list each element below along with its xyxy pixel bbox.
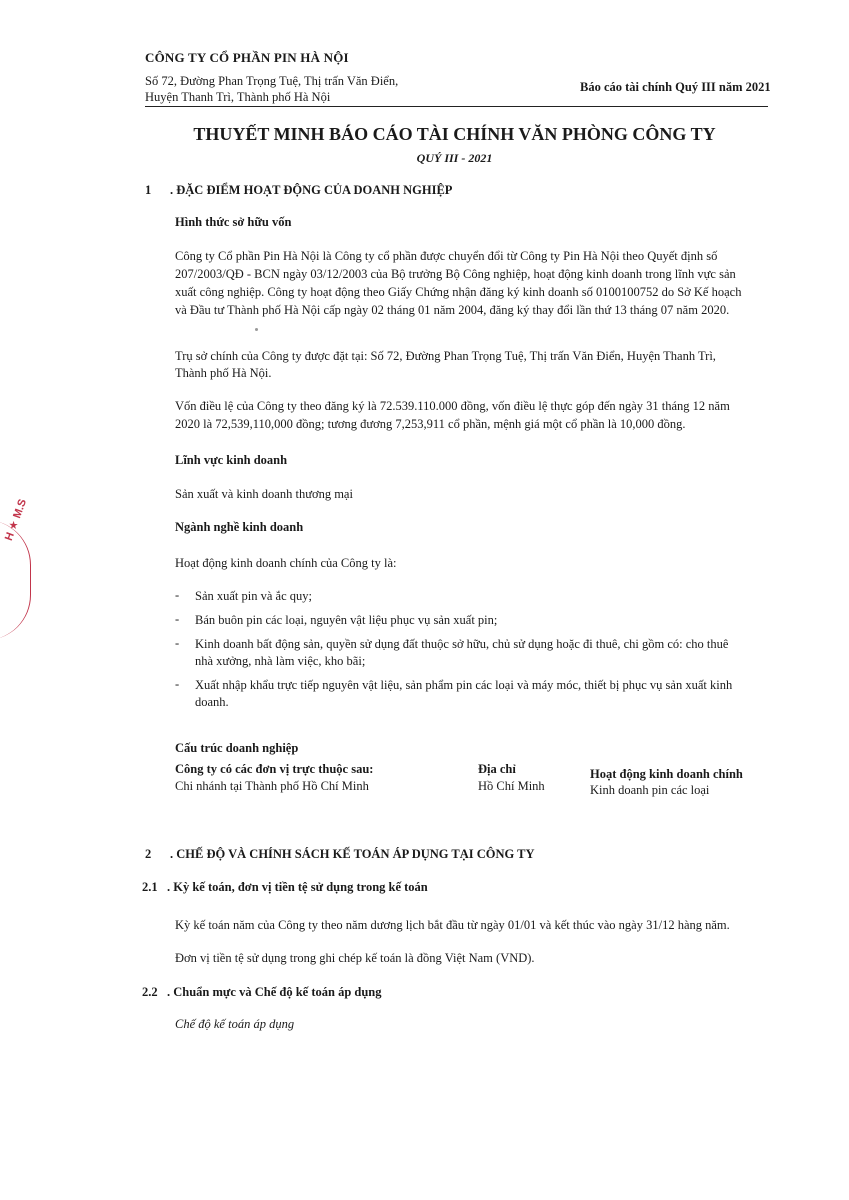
- capital-line-2: 2020 là 72,539,110,000 đồng; tương đương 7,253,911 cổ phần, mệnh giá một cổ phần là 10,000 đồng.: [175, 417, 686, 431]
- document-subtitle: QUÝ III - 2021: [416, 151, 493, 165]
- subsection-2-2-title: . Chuẩn mực và Chế độ kế toán áp dụng: [167, 985, 382, 999]
- ownership-line-4: và Đầu tư Thành phố Hà Nội cấp ngày 02 tháng 01 năm 2004, đăng ký thay đổi lần thứ 13 tháng 07 năm 2020.: [175, 303, 730, 317]
- hq-line-1: Trụ sở chính của Công ty được đặt tại: Số 72, Đường Phan Trọng Tuệ, Thị trấn Văn Điển, Huyện Thanh Trì,: [175, 349, 716, 363]
- scan-speck: [255, 328, 258, 331]
- ownership-line-2: 207/2003/QĐ - BCN ngày 03/12/2003 của Bộ trưởng Bộ Công nghiệp, hoạt động kinh doanh trong lĩnh vực sản: [175, 267, 736, 281]
- subsection-2-1-title: . Kỳ kế toán, đơn vị tiền tệ sử dụng trong kế toán: [167, 880, 428, 894]
- structure-col-units-header: Công ty có các đơn vị trực thuộc sau:: [175, 762, 374, 776]
- section1-number: 1: [145, 183, 152, 197]
- ownership-heading: Hình thức sở hữu vốn: [175, 215, 292, 229]
- bullet-dash: -: [175, 636, 180, 650]
- report-period: Báo cáo tài chính Quý III năm 2021: [580, 80, 771, 94]
- section2-title: . CHẾ ĐỘ VÀ CHÍNH SÁCH KẾ TOÁN ÁP DỤNG TẠI CÔNG TY: [170, 847, 535, 861]
- bullet-dash: -: [175, 612, 180, 626]
- section1-title: . ĐẶC ĐIỂM HOẠT ĐỘNG CỦA DOANH NGHIỆP: [170, 183, 453, 197]
- bullet-dash: -: [175, 588, 180, 602]
- accounting-regime-italic: Chế độ kế toán áp dụng: [175, 1017, 295, 1031]
- subsection-2-2-number: 2.2: [142, 985, 158, 999]
- structure-row-activity: Kinh doanh pin các loại: [590, 783, 710, 797]
- capital-line-1: Vốn điều lệ của Công ty theo đăng ký là 72.539.110.000 đồng, vốn điều lệ thực góp đến ngày 31 tháng 12 năm: [175, 399, 730, 413]
- bullet-item-2: Bán buôn pin các loại, nguyên vật liệu phục vụ sản xuất pin;: [195, 613, 498, 627]
- structure-col-activity-header: Hoạt động kinh doanh chính: [590, 767, 743, 781]
- ownership-line-1: Công ty Cổ phần Pin Hà Nội là Công ty cổ phần được chuyển đổi từ Công ty Pin Hà Nội theo Quyết định số: [175, 249, 718, 263]
- company-address-line2: Huyện Thanh Trì, Thành phố Hà Nội: [145, 90, 331, 104]
- bullet-item-3-line-1: Kinh doanh bất động sản, quyền sử dụng đất thuộc sở hữu, chủ sử dụng hoặc đi thuê, chi gồm có: cho thuê: [195, 637, 729, 651]
- currency-text: Đơn vị tiền tệ sử dụng trong ghi chép kế toán là đồng Việt Nam (VND).: [175, 951, 535, 965]
- stamp-lettering: H ★ M.S: [2, 497, 30, 543]
- bullet-item-3-line-2: nhà xưởng, nhà làm việc, kho bãi;: [195, 654, 366, 668]
- structure-row-address: Hồ Chí Minh: [478, 779, 545, 793]
- document-title: THUYẾT MINH BÁO CÁO TÀI CHÍNH VĂN PHÒNG CÔNG TY: [193, 124, 716, 144]
- accounting-period-text: Kỳ kế toán năm của Công ty theo năm dương lịch bắt đầu từ ngày 01/01 và kết thúc vào ngày 31/12 hàng năm.: [175, 918, 730, 932]
- subsection-2-1-number: 2.1: [142, 880, 158, 894]
- industry-intro: Hoạt động kinh doanh chính của Công ty là:: [175, 556, 397, 570]
- structure-heading: Cấu trúc doanh nghiệp: [175, 741, 299, 755]
- bullet-item-4-line-1: Xuất nhập khẩu trực tiếp nguyên vật liệu, sản phẩm pin các loại và máy móc, thiết bị phục vụ sản xuất kinh: [195, 678, 733, 692]
- structure-row-unit: Chi nhánh tại Thành phố Hồ Chí Minh: [175, 779, 369, 793]
- business-field-text: Sản xuất và kinh doanh thương mại: [175, 487, 353, 501]
- company-address-line1: Số 72, Đường Phan Trọng Tuệ, Thị trấn Văn Điển,: [145, 74, 399, 88]
- business-field-heading: Lĩnh vực kinh doanh: [175, 453, 288, 467]
- bullet-dash: -: [175, 677, 180, 691]
- ownership-line-3: xuất công nghiệp. Công ty hoạt động theo Giấy Chứng nhận đăng ký kinh doanh số 0100100752 do Sở Kế hoạch: [175, 285, 742, 299]
- hq-line-2: Thành phố Hà Nội.: [175, 366, 272, 380]
- industry-heading: Ngành nghề kinh doanh: [175, 520, 304, 534]
- header-divider: [145, 106, 768, 107]
- bullet-item-1: Sản xuất pin và ắc quy;: [195, 589, 312, 603]
- company-name: CÔNG TY CỔ PHẦN PIN HÀ NỘI: [145, 50, 349, 65]
- structure-col-address-header: Địa chỉ: [478, 762, 516, 776]
- section2-number: 2: [145, 847, 152, 861]
- bullet-item-4-line-2: doanh.: [195, 695, 229, 709]
